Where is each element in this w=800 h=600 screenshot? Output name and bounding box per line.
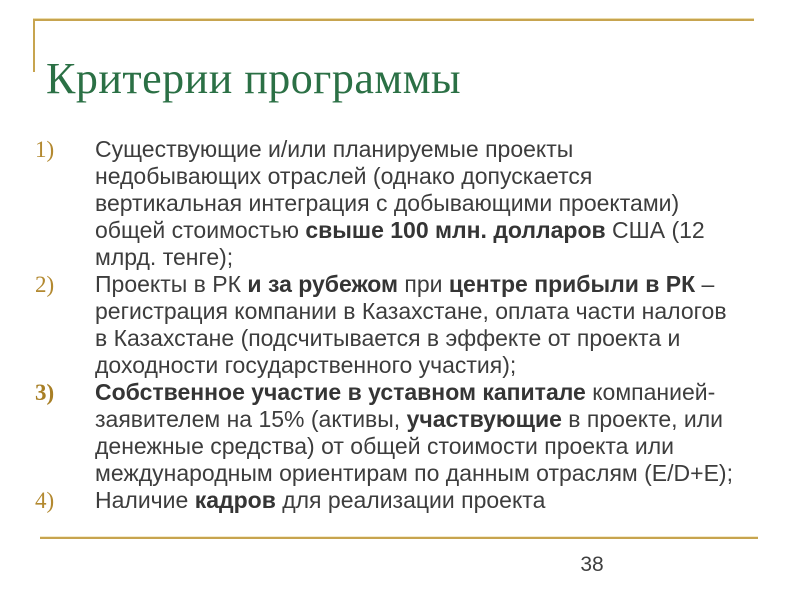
top-gold-rule — [33, 19, 754, 21]
list-item — [0, 379, 800, 487]
item-text: для реализации проекта — [275, 487, 546, 513]
item-text: – — [695, 271, 715, 297]
item-text: млрд. тенге); — [95, 244, 234, 270]
page-number: 38 — [580, 553, 604, 576]
item-text: заявителем на 15% (активы, — [95, 406, 407, 432]
item-text: в Казахстане (подсчитывается в эффекте от проекта и — [95, 325, 681, 351]
item-text: регистрация компании в Казахстане, оплата части налогов — [95, 298, 727, 324]
item-text-line — [95, 271, 800, 298]
item-text-bold: центре прибыли в РК — [448, 271, 696, 297]
item-text: общей стоимостью — [95, 217, 306, 243]
bottom-gold-rule — [40, 537, 758, 539]
item-text-line — [95, 460, 800, 487]
slide-title: Критерии программы — [46, 54, 462, 103]
item-text: недобывающих отраслей (однако допускается — [95, 163, 593, 189]
item-text: Существующие и/или планируемые проекты — [95, 136, 574, 162]
left-gold-rule — [33, 19, 35, 72]
item-number: 2) — [35, 272, 55, 297]
item-text: Проекты в РК — [95, 271, 248, 297]
item-text-line — [95, 379, 800, 406]
item-text-line — [95, 487, 800, 514]
item-text-line — [95, 136, 800, 163]
item-text-line — [95, 406, 800, 433]
item-text-line — [95, 244, 800, 271]
item-text-bold: Собственное участие в уставном капитале — [95, 379, 586, 405]
item-text: при — [398, 271, 449, 297]
item-text-bold: свыше 100 млн. долларов — [305, 217, 606, 243]
list-item — [0, 271, 800, 379]
list-item — [0, 136, 800, 271]
item-text: в проекте, или — [561, 406, 724, 432]
item-number: 4) — [35, 488, 55, 513]
item-number: 3) — [35, 380, 55, 405]
item-text: компанией- — [585, 379, 716, 405]
item-text: США (12 — [605, 217, 705, 243]
item-text: денежные средства) от общей стоимости проекта или — [95, 433, 674, 459]
item-text-line — [95, 217, 800, 244]
item-text-line — [95, 325, 800, 352]
item-text-bold: участвующие — [406, 406, 562, 432]
item-text-line — [95, 163, 800, 190]
item-text-line — [95, 298, 800, 325]
item-text-bold: кадров — [194, 487, 276, 513]
item-text-line — [95, 433, 800, 460]
criteria-list — [0, 136, 800, 514]
item-text: международным ориентирам по данным отраслям (E/D+E); — [95, 460, 733, 486]
item-text: Наличие — [95, 487, 195, 513]
item-text-line — [95, 190, 800, 217]
item-text: вертикальная интеграция с добывающими проектами) — [95, 190, 680, 216]
item-text-bold: и за рубежом — [247, 271, 398, 297]
item-number: 1) — [35, 137, 55, 162]
list-item — [0, 487, 800, 514]
item-text-line — [95, 352, 800, 379]
item-text: доходности государственного участия); — [95, 352, 517, 378]
